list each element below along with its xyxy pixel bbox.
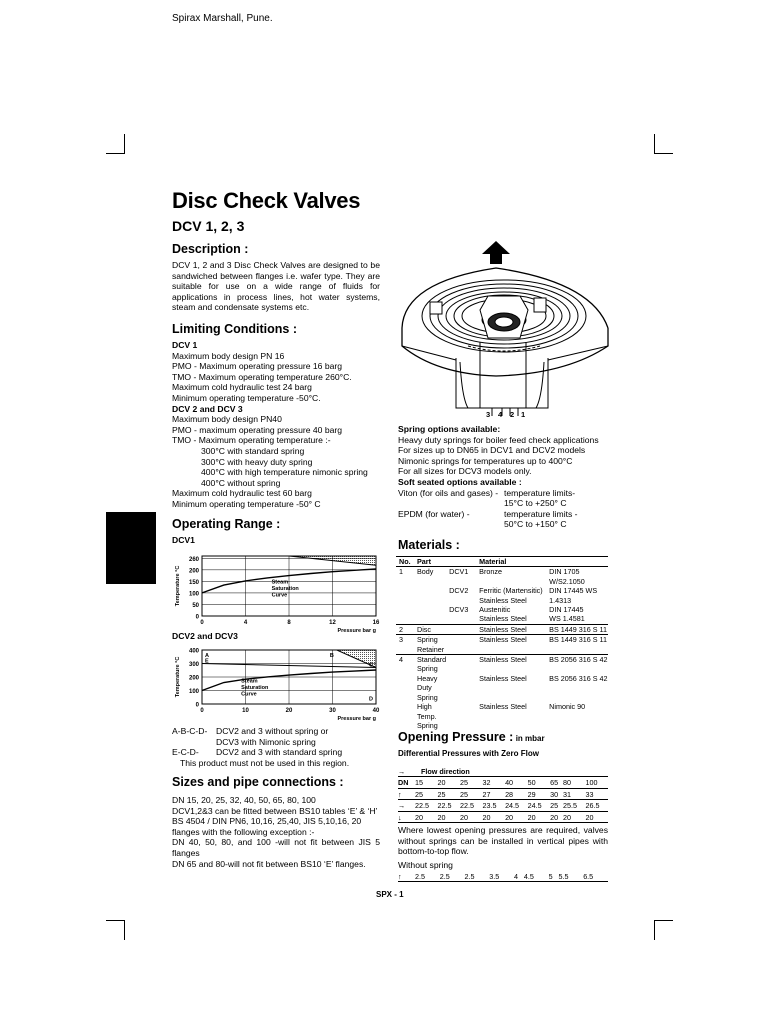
x-tick-label: 20 <box>285 708 293 714</box>
spring-section <box>398 424 610 530</box>
curve-annotation: Saturation <box>241 684 269 691</box>
crop-mark <box>654 153 673 154</box>
table-cell: BS 1449 316 S 11 <box>546 635 608 645</box>
sizes-line: BS 4504 / DIN PN6, 10,16, 25,40, JIS 5,10,16, 20 <box>172 816 362 827</box>
y-axis-label: Temperature °C <box>175 656 181 698</box>
dcv1-line: Maximum body design PN 16 <box>172 350 285 361</box>
table-row <box>396 614 608 624</box>
x-tick-label: 12 <box>329 620 336 626</box>
table-cell <box>414 596 446 605</box>
table-row <box>396 702 608 721</box>
x-axis-label: Pressure bar g <box>337 716 376 722</box>
x-tick-label: 0 <box>200 620 204 626</box>
table-cell: 2.5 <box>464 871 489 882</box>
page-title: Disc Check Valves <box>172 188 361 213</box>
table-cell <box>446 614 476 624</box>
operating-heading: Operating Range : <box>172 517 281 531</box>
point-label: B <box>329 653 334 659</box>
table-cell: BS 2056 316 S 42 <box>546 655 608 665</box>
temp-line: 300°C with heavy duty spring <box>201 456 313 467</box>
y-tick-label: 200 <box>188 568 199 575</box>
opening-heading-row <box>398 730 545 745</box>
table-cell: 4 <box>514 871 524 882</box>
table-cell: 22.5 <box>415 800 438 811</box>
table-header: Part <box>414 557 446 567</box>
table-cell: 25 <box>460 777 483 788</box>
limiting-heading: Limiting Conditions : <box>172 322 297 336</box>
table-cell: 1 <box>399 567 403 577</box>
point-label: A <box>205 653 209 659</box>
crop-mark <box>654 134 655 154</box>
table-cell: Stainless Steel <box>476 655 546 665</box>
table-cell: 100 <box>585 777 608 788</box>
table-cell <box>396 702 414 721</box>
temp-line: 300°C with standard spring <box>201 445 305 456</box>
sizes-line: DN 15, 20, 25, 32, 40, 50, 65, 80, 100 <box>172 795 316 805</box>
opening-unit: in mbar <box>515 734 545 743</box>
temp-line: 400°C with high temperature nimonic spring <box>201 467 368 478</box>
table-cell: BS 2056 316 S 42 <box>549 673 608 683</box>
crop-mark <box>124 920 125 940</box>
table-cell <box>414 586 446 595</box>
table-cell: Bronze <box>479 567 502 577</box>
table-cell <box>546 721 608 730</box>
table-row <box>396 664 608 673</box>
y-tick-label: 100 <box>188 591 199 598</box>
table-cell <box>396 614 414 624</box>
without-spring-table <box>398 871 608 882</box>
table-cell: 15 <box>415 777 438 788</box>
viton-temp: temperature limits- <box>504 487 576 498</box>
table-cell <box>446 645 476 655</box>
table-row <box>396 577 608 586</box>
page-number: SPX - 1 <box>376 890 404 899</box>
y-tick-label: 200 <box>188 675 199 682</box>
curve-annotation: Curve <box>271 592 288 599</box>
arrow-icon: → <box>398 766 415 777</box>
temp-line: 400°C without spring <box>201 477 281 488</box>
table-cell: 65 <box>550 777 563 788</box>
point-label: D <box>369 696 373 703</box>
limiting-section <box>172 322 380 510</box>
table-row <box>396 645 608 655</box>
table-cell: DCV2 <box>449 586 469 596</box>
y-tick-label: 400 <box>188 648 199 655</box>
table-cell: 28 <box>505 788 528 799</box>
table-cell: 29 <box>528 788 551 799</box>
y-tick-label: 100 <box>188 689 199 695</box>
arrow-icon: ↑ <box>398 871 415 882</box>
epdm-label: EPDM (for water) - <box>398 508 470 519</box>
table-cell: 80 <box>563 777 586 788</box>
table-row <box>396 693 608 702</box>
y-tick-label: 50 <box>192 602 199 609</box>
table-cell: 20 <box>415 811 438 822</box>
table-cell: Ferritic (Martensitic) <box>479 586 543 596</box>
dcv23-line: Minimum operating temperature -50° C <box>172 498 321 509</box>
table-cell: DCV1 <box>449 567 469 577</box>
table-cell: 6.5 <box>583 871 608 882</box>
chart2-label: DCV2 and DCV3 <box>172 631 238 641</box>
table-cell: 1.4313 <box>549 595 572 605</box>
table-header-row <box>396 557 608 567</box>
table-row <box>396 567 608 577</box>
y-tick-label: 0 <box>195 702 199 709</box>
x-tick-label: 10 <box>242 708 249 714</box>
x-tick-label: 30 <box>329 708 336 714</box>
table-cell: Spring <box>417 664 438 674</box>
table-cell: 50 <box>528 777 551 788</box>
x-axis-label: Pressure bar g <box>337 628 376 634</box>
table-cell: 24.5 <box>505 800 528 811</box>
x-tick-label: 0 <box>200 708 204 714</box>
valve-illustration <box>396 238 614 422</box>
sizes-section <box>172 775 380 869</box>
table-cell: Stainless Steel <box>476 624 546 634</box>
table-cell <box>396 674 414 693</box>
note-key: E-C-D- <box>172 747 199 758</box>
table-cell: W/S2.1050 <box>549 576 585 586</box>
dcv1-line: Minimum operating temperature -50°C. <box>172 392 321 403</box>
table-cell: Stainless Steel <box>479 614 527 624</box>
illustration-labels <box>486 410 531 421</box>
x-tick-label: 4 <box>243 620 248 626</box>
table-row <box>396 586 608 595</box>
table-cell: 25 <box>460 788 483 799</box>
table-cell: Body <box>417 567 434 577</box>
table-cell <box>446 674 476 693</box>
materials-heading: Materials : <box>398 538 460 552</box>
y-axis-label: Temperature °C <box>175 565 181 607</box>
crop-mark <box>106 920 125 921</box>
warning-text: This product must not be used in this region. <box>180 757 350 768</box>
table-cell: 2 <box>396 624 414 634</box>
table-cell <box>396 721 414 730</box>
table-cell: 22.5 <box>438 800 461 811</box>
note-text: DCV3 with Nimonic spring <box>216 736 316 747</box>
table-row <box>398 800 608 811</box>
viton-range: 15°C to +250° C <box>504 498 567 509</box>
table-row <box>396 655 608 665</box>
table-cell: 5 <box>549 871 559 882</box>
description-section <box>172 242 380 313</box>
y-tick-label: 0 <box>195 614 199 621</box>
crop-mark <box>106 153 125 154</box>
table-cell <box>396 596 414 605</box>
dcv1-line: TMO - Maximum operating temperature 260°C. <box>172 371 352 382</box>
dcv1-chart <box>172 548 384 634</box>
table-cell: Spring <box>417 692 438 702</box>
dcv23-line: Maximum cold hydraulic test 60 barg <box>172 488 312 499</box>
epdm-range: 50°C to +150° C <box>504 519 567 530</box>
table-cell <box>396 605 414 614</box>
dcv1-line: Maximum cold hydraulic test 24 barg <box>172 382 312 393</box>
y-tick-label: 150 <box>188 579 199 586</box>
table-cell: WS 1.4581 <box>549 614 585 624</box>
table-header <box>546 557 608 567</box>
table-row <box>396 721 608 730</box>
table-cell: 3 <box>396 635 414 645</box>
table-cell: BS 1449 316 S 11 <box>546 624 608 634</box>
table-cell: 4 <box>396 655 414 665</box>
y-tick-label: 300 <box>188 662 199 668</box>
table-cell <box>446 721 476 730</box>
table-row <box>396 635 608 645</box>
table-cell <box>396 577 414 586</box>
table-cell: High Temp. <box>417 702 437 721</box>
table-cell: Spring <box>414 635 446 645</box>
curve-annotation: Curve <box>241 691 257 698</box>
table-cell: DIN 17445 <box>549 605 584 615</box>
x-tick-label: 16 <box>372 620 380 626</box>
table-cell: 20 <box>438 777 461 788</box>
table-cell <box>446 655 476 665</box>
spring-line: Nimonic springs for temperatures up to 400°C <box>398 455 573 466</box>
flow-direction-label: Flow direction <box>415 766 608 777</box>
table-cell: 20 <box>563 811 586 822</box>
table-cell: 20 <box>585 811 608 822</box>
table-cell <box>476 577 546 586</box>
arrow-icon: → <box>398 800 415 811</box>
table-cell: 31 <box>563 788 586 799</box>
dcv23-line: TMO - Maximum operating temperature :- <box>172 435 331 446</box>
dcv23-chart <box>172 644 384 724</box>
table-cell: Stainless Steel <box>476 635 546 645</box>
table-cell <box>546 664 608 673</box>
opening-subheading: Differential Pressures with Zero Flow <box>398 749 539 758</box>
table-row <box>396 624 608 634</box>
crop-mark <box>654 920 655 940</box>
table-cell: 5.5 <box>558 871 583 882</box>
chart1-label: DCV1 <box>172 535 195 545</box>
epdm-temp: temperature limits - <box>504 508 578 519</box>
arrow-icon: ↓ <box>398 811 415 822</box>
table-row <box>396 596 608 605</box>
table-cell <box>414 605 446 614</box>
page-subtitle: DCV 1, 2, 3 <box>172 218 245 234</box>
spring-line: For sizes up to DN65 in DCV1 and DCV2 models <box>398 445 586 456</box>
x-tick-label: 40 <box>372 708 380 714</box>
note-key: A-B-C-D- <box>172 726 208 736</box>
table-cell: 20 <box>460 811 483 822</box>
section-tab-marker <box>106 512 156 584</box>
table-cell <box>546 645 608 655</box>
dcv23-line: Maximum body design PN40 <box>172 414 282 425</box>
flow-arrow-icon <box>482 241 510 264</box>
description-heading: Description : <box>172 242 249 256</box>
table-cell: 33 <box>585 788 608 799</box>
table-cell: 20 <box>550 811 563 822</box>
dcv1-label: DCV 1 <box>172 340 198 350</box>
table-cell: 27 <box>483 788 506 799</box>
point-label: C <box>369 662 373 669</box>
dn-label: DN <box>398 777 415 788</box>
table-cell: Stainless Steel <box>479 702 527 712</box>
table-cell: DIN 17445 WS <box>549 586 598 596</box>
table-cell: 40 <box>505 777 528 788</box>
table-cell: DIN 1705 <box>549 567 580 577</box>
table-cell <box>446 635 476 645</box>
description-text: DCV 1, 2 and 3 Disc Check Valves are designed to be sandwiched between flanges i.e. wafer type. They are suitable for use on a wide range of fluids for applications in process lines, hot water systems, steam and condensate systems etc. <box>172 260 380 313</box>
table-cell <box>396 586 414 595</box>
table-row <box>398 811 608 822</box>
table-header: No. <box>396 557 414 567</box>
table-cell: 25 <box>550 800 563 811</box>
table-cell <box>446 596 476 605</box>
note-text: DCV2 and 3 with standard spring <box>216 747 343 758</box>
point-label: E <box>205 658 209 665</box>
curve-annotation: Steam <box>271 579 289 586</box>
table-cell: 2.5 <box>440 871 465 882</box>
table-cell: 20 <box>483 811 506 822</box>
table-cell: 20 <box>438 811 461 822</box>
table-cell <box>546 693 608 702</box>
table-cell: 20 <box>505 811 528 822</box>
table-cell <box>476 693 546 702</box>
table-cell <box>446 693 476 702</box>
spring-heading: Spring options available: <box>398 424 501 434</box>
dcv1-line: PMO - Maximum operating pressure 16 barg <box>172 361 343 372</box>
part-label: 3 <box>486 410 491 419</box>
table-cell <box>396 645 414 655</box>
table-cell: DCV3 <box>449 605 469 615</box>
viton-label: Viton (for oils and gases) - <box>398 487 499 498</box>
arrow-icon: ↑ <box>398 788 415 799</box>
crop-mark <box>124 134 125 154</box>
table-cell <box>446 664 476 673</box>
without-spring-label: Without spring <box>398 860 453 870</box>
table-cell <box>396 664 414 673</box>
sizes-line: flanges with the following exception :- <box>172 826 315 837</box>
spring-line: For all sizes for DCV3 models only. <box>398 466 532 477</box>
curve-annotation: Steam <box>241 678 258 685</box>
table-cell: Standard <box>414 655 446 665</box>
sizes-line: DN 65 and 80-will not fit between BS10 ‘E’ flanges. <box>172 858 366 869</box>
crop-mark <box>654 920 673 921</box>
table-cell: Disc <box>414 624 446 634</box>
flow-direction-row <box>398 766 608 777</box>
table-cell <box>476 721 546 730</box>
table-row <box>396 674 608 693</box>
table-cell: Spring <box>417 720 438 730</box>
opening-note: Where lowest opening pressures are required, valves without springs can be installed in vertical pipes with bottom-to-top flow. <box>398 825 608 857</box>
table-cell: 4.5 <box>524 871 549 882</box>
table-cell: Stainless Steel <box>479 673 527 683</box>
table-cell <box>446 702 476 721</box>
table-row <box>398 777 608 788</box>
table-cell <box>446 577 476 586</box>
opening-heading: Opening Pressure : <box>398 730 514 744</box>
table-cell: 2.5 <box>415 871 440 882</box>
table-cell: 22.5 <box>460 800 483 811</box>
table-cell <box>414 577 446 586</box>
table-cell: 25 <box>415 788 438 799</box>
curve-annotation: Saturation <box>271 586 299 593</box>
spring-line: Heavy duty springs for boiler feed check applications <box>398 434 599 445</box>
company-name: Spirax Marshall, Pune. <box>172 13 273 24</box>
table-cell: Nimonic 90 <box>549 702 586 712</box>
table-cell: 32 <box>483 777 506 788</box>
table-cell: 23.5 <box>483 800 506 811</box>
table-cell: Austenitic <box>479 605 511 615</box>
part-label: 2 <box>510 410 515 419</box>
table-cell <box>396 693 414 702</box>
dcv23-label: DCV 2 and DCV 3 <box>172 403 243 414</box>
sizes-exception: DN 40, 50, 80, and 100 -will not fit between JIS 5 flanges <box>172 837 380 858</box>
table-cell: 25.5 <box>563 800 586 811</box>
opening-table <box>398 766 608 823</box>
x-tick-label: 8 <box>287 620 291 626</box>
table-cell: Heavy Duty <box>417 673 438 693</box>
table-cell: 20 <box>528 811 551 822</box>
table-cell: Stainless Steel <box>479 595 527 605</box>
table-header: Material <box>476 557 546 567</box>
table-header <box>446 557 476 567</box>
table-cell <box>476 645 546 655</box>
table-row <box>398 788 608 799</box>
sizes-line: DCV1,2&3 can be fitted between BS10 tables ‘E’ & ‘H’ <box>172 805 378 816</box>
table-cell: 26.5 <box>585 800 608 811</box>
table-cell <box>446 624 476 634</box>
part-label: 4 <box>498 410 503 419</box>
table-cell: 25 <box>438 788 461 799</box>
note-text: DCV2 and 3 without spring or <box>216 726 329 736</box>
table-cell: 30 <box>550 788 563 799</box>
part-label: 1 <box>521 410 526 419</box>
dcv23-line: PMO - maximum operating pressure 40 barg <box>172 424 343 435</box>
soft-seated-heading: Soft seated options available : <box>398 476 522 487</box>
table-cell: Retainer <box>417 644 445 654</box>
materials-table <box>396 556 608 730</box>
operating-notes <box>172 726 382 768</box>
table-cell: 3.5 <box>489 871 514 882</box>
table-cell: 24.5 <box>528 800 551 811</box>
y-tick-label: 260 <box>188 556 199 563</box>
table-cell <box>414 614 446 624</box>
table-row <box>396 605 608 614</box>
table-cell <box>476 664 546 673</box>
sizes-heading: Sizes and pipe connections : <box>172 775 344 789</box>
table-row <box>398 871 608 882</box>
